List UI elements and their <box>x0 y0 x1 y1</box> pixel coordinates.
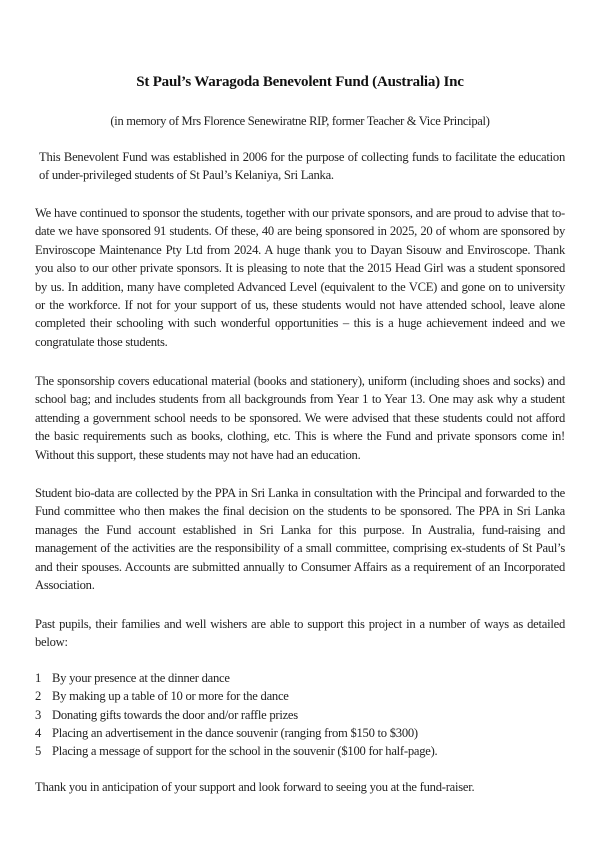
list-item <box>35 706 565 724</box>
ways-to-support-list <box>35 669 565 760</box>
list-item <box>35 687 565 705</box>
list-item-text: Placing an advertisement in the dance souvenir (ranging from $150 to $300) <box>52 725 418 740</box>
paragraph-support-intro: Past pupils, their families and well wishers are able to support this project in a number of ways as detailed below: <box>35 617 565 650</box>
list-item <box>35 742 565 760</box>
paragraph-sponsorship-coverage: The sponsorship covers educational material (books and stationery), uniform (including shoes and socks) and school bag; and includes students from all backgrounds from Year 1 to Year 13. One may ask why a student attending a government school needs to be sponsored. We were advised that these students could not afford the basic requirements such as books, clothing, etc. This is where the Fund and private sponsors come in! Without this support, these students may not have had an education. <box>35 374 565 462</box>
document-subtitle: (in memory of Mrs Florence Senewiratne RIP, former Teacher & Vice Principal) <box>110 114 490 128</box>
list-item-text: Placing a message of support for the school in the souvenir ($100 for half-page). <box>52 744 438 759</box>
list-item <box>35 669 565 687</box>
list-item-number: 2 <box>35 689 42 704</box>
list-item <box>35 724 565 742</box>
closing-statement: Thank you in anticipation of your support and look forward to seeing you at the fund-raiser. <box>35 780 475 794</box>
paragraph-establishment: This Benevolent Fund was established in 2006 for the purpose of collecting funds to facilitate the education of under-privileged students of St Paul’s Kelaniya, Sri Lanka. <box>39 150 565 183</box>
list-item-number: 5 <box>35 744 42 759</box>
paragraph-administration: Student bio-data are collected by the PPA in Sri Lanka in consultation with the Principal and forwarded to the Fund committee who then makes the final decision on the students to be sponsored. The PPA in Sri Lanka manages the Fund account established in Sri Lanka for this purpose. In Australia, fund-raising and management of the activities are the responsibility of a small committee, comprising ex-students of St Paul’s and their spouses. Accounts are submitted annually to Consumer Affairs as a requirement of an Incorporated Association. <box>35 486 565 593</box>
paragraph-sponsorship-history: We have continued to sponsor the students, together with our private sponsors, and are proud to advise that to-date we have sponsored 91 students. Of these, 40 are being sponsored in 2025, 20 of whom are sponsored by Enviroscope Maintenance Pty Ltd from 2024. A huge thank you to Dayan Sisouw and Enviroscope. Thank you also to our other private sponsors. It is pleasing to note that the 2015 Head Girl was a student sponsored by us. In addition, many have completed Advanced Level (equivalent to the VCE) and gone on to university or the workforce. If not for your support of us, these students would not have attended school, leave alone completed their schooling with such wonderful opportunities – this is a huge achievement indeed and we congratulate those students. <box>35 206 565 349</box>
list-item-text: By making up a table of 10 or more for the dance <box>52 689 289 704</box>
list-item-text: By your presence at the dinner dance <box>52 671 230 685</box>
list-item-number: 1 <box>35 671 42 685</box>
list-item-number: 4 <box>35 725 42 740</box>
list-item-number: 3 <box>35 707 42 722</box>
list-item-text: Donating gifts towards the door and/or raffle prizes <box>52 707 298 722</box>
document-title: St Paul’s Waragoda Benevolent Fund (Australia) Inc <box>136 74 464 90</box>
